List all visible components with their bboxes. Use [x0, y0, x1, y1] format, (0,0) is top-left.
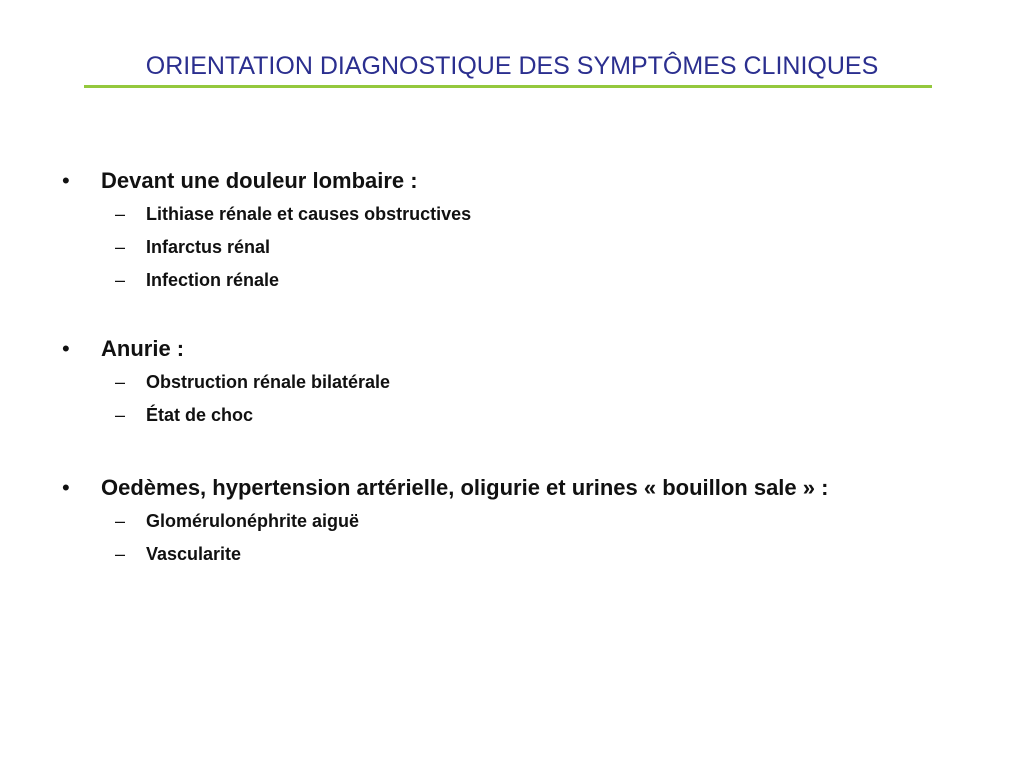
- dash-marker: –: [115, 270, 126, 290]
- bullet-heading: Devant une douleur lombaire :: [101, 168, 418, 193]
- sub-item-text: Obstruction rénale bilatérale: [146, 372, 391, 392]
- dash-marker: –: [115, 237, 126, 257]
- bullet-heading: Anurie :: [101, 336, 185, 361]
- bullet-heading: Oedèmes, hypertension artérielle, oligurie et urines « bouillon sale » :: [101, 475, 829, 500]
- bullet-marker: •: [62, 168, 70, 193]
- dash-marker: –: [115, 405, 126, 425]
- dash-marker: –: [115, 511, 126, 531]
- bullet-marker: •: [62, 336, 70, 361]
- dash-marker: –: [115, 204, 126, 224]
- dash-marker: –: [115, 372, 126, 392]
- sub-item-text: État de choc: [146, 405, 254, 425]
- sub-item-text: Lithiase rénale et causes obstructives: [146, 204, 472, 224]
- sub-item-text: Infarctus rénal: [146, 237, 271, 257]
- dash-marker: –: [115, 544, 126, 564]
- slide-title: ORIENTATION DIAGNOSTIQUE DES SYMPTÔMES CLINIQUES: [145, 52, 879, 80]
- sub-item-text: Vascularite: [146, 544, 242, 564]
- sub-item-text: Glomérulonéphrite aiguë: [146, 511, 360, 531]
- sub-item-text: Infection rénale: [146, 270, 280, 290]
- bullet-marker: •: [62, 475, 70, 500]
